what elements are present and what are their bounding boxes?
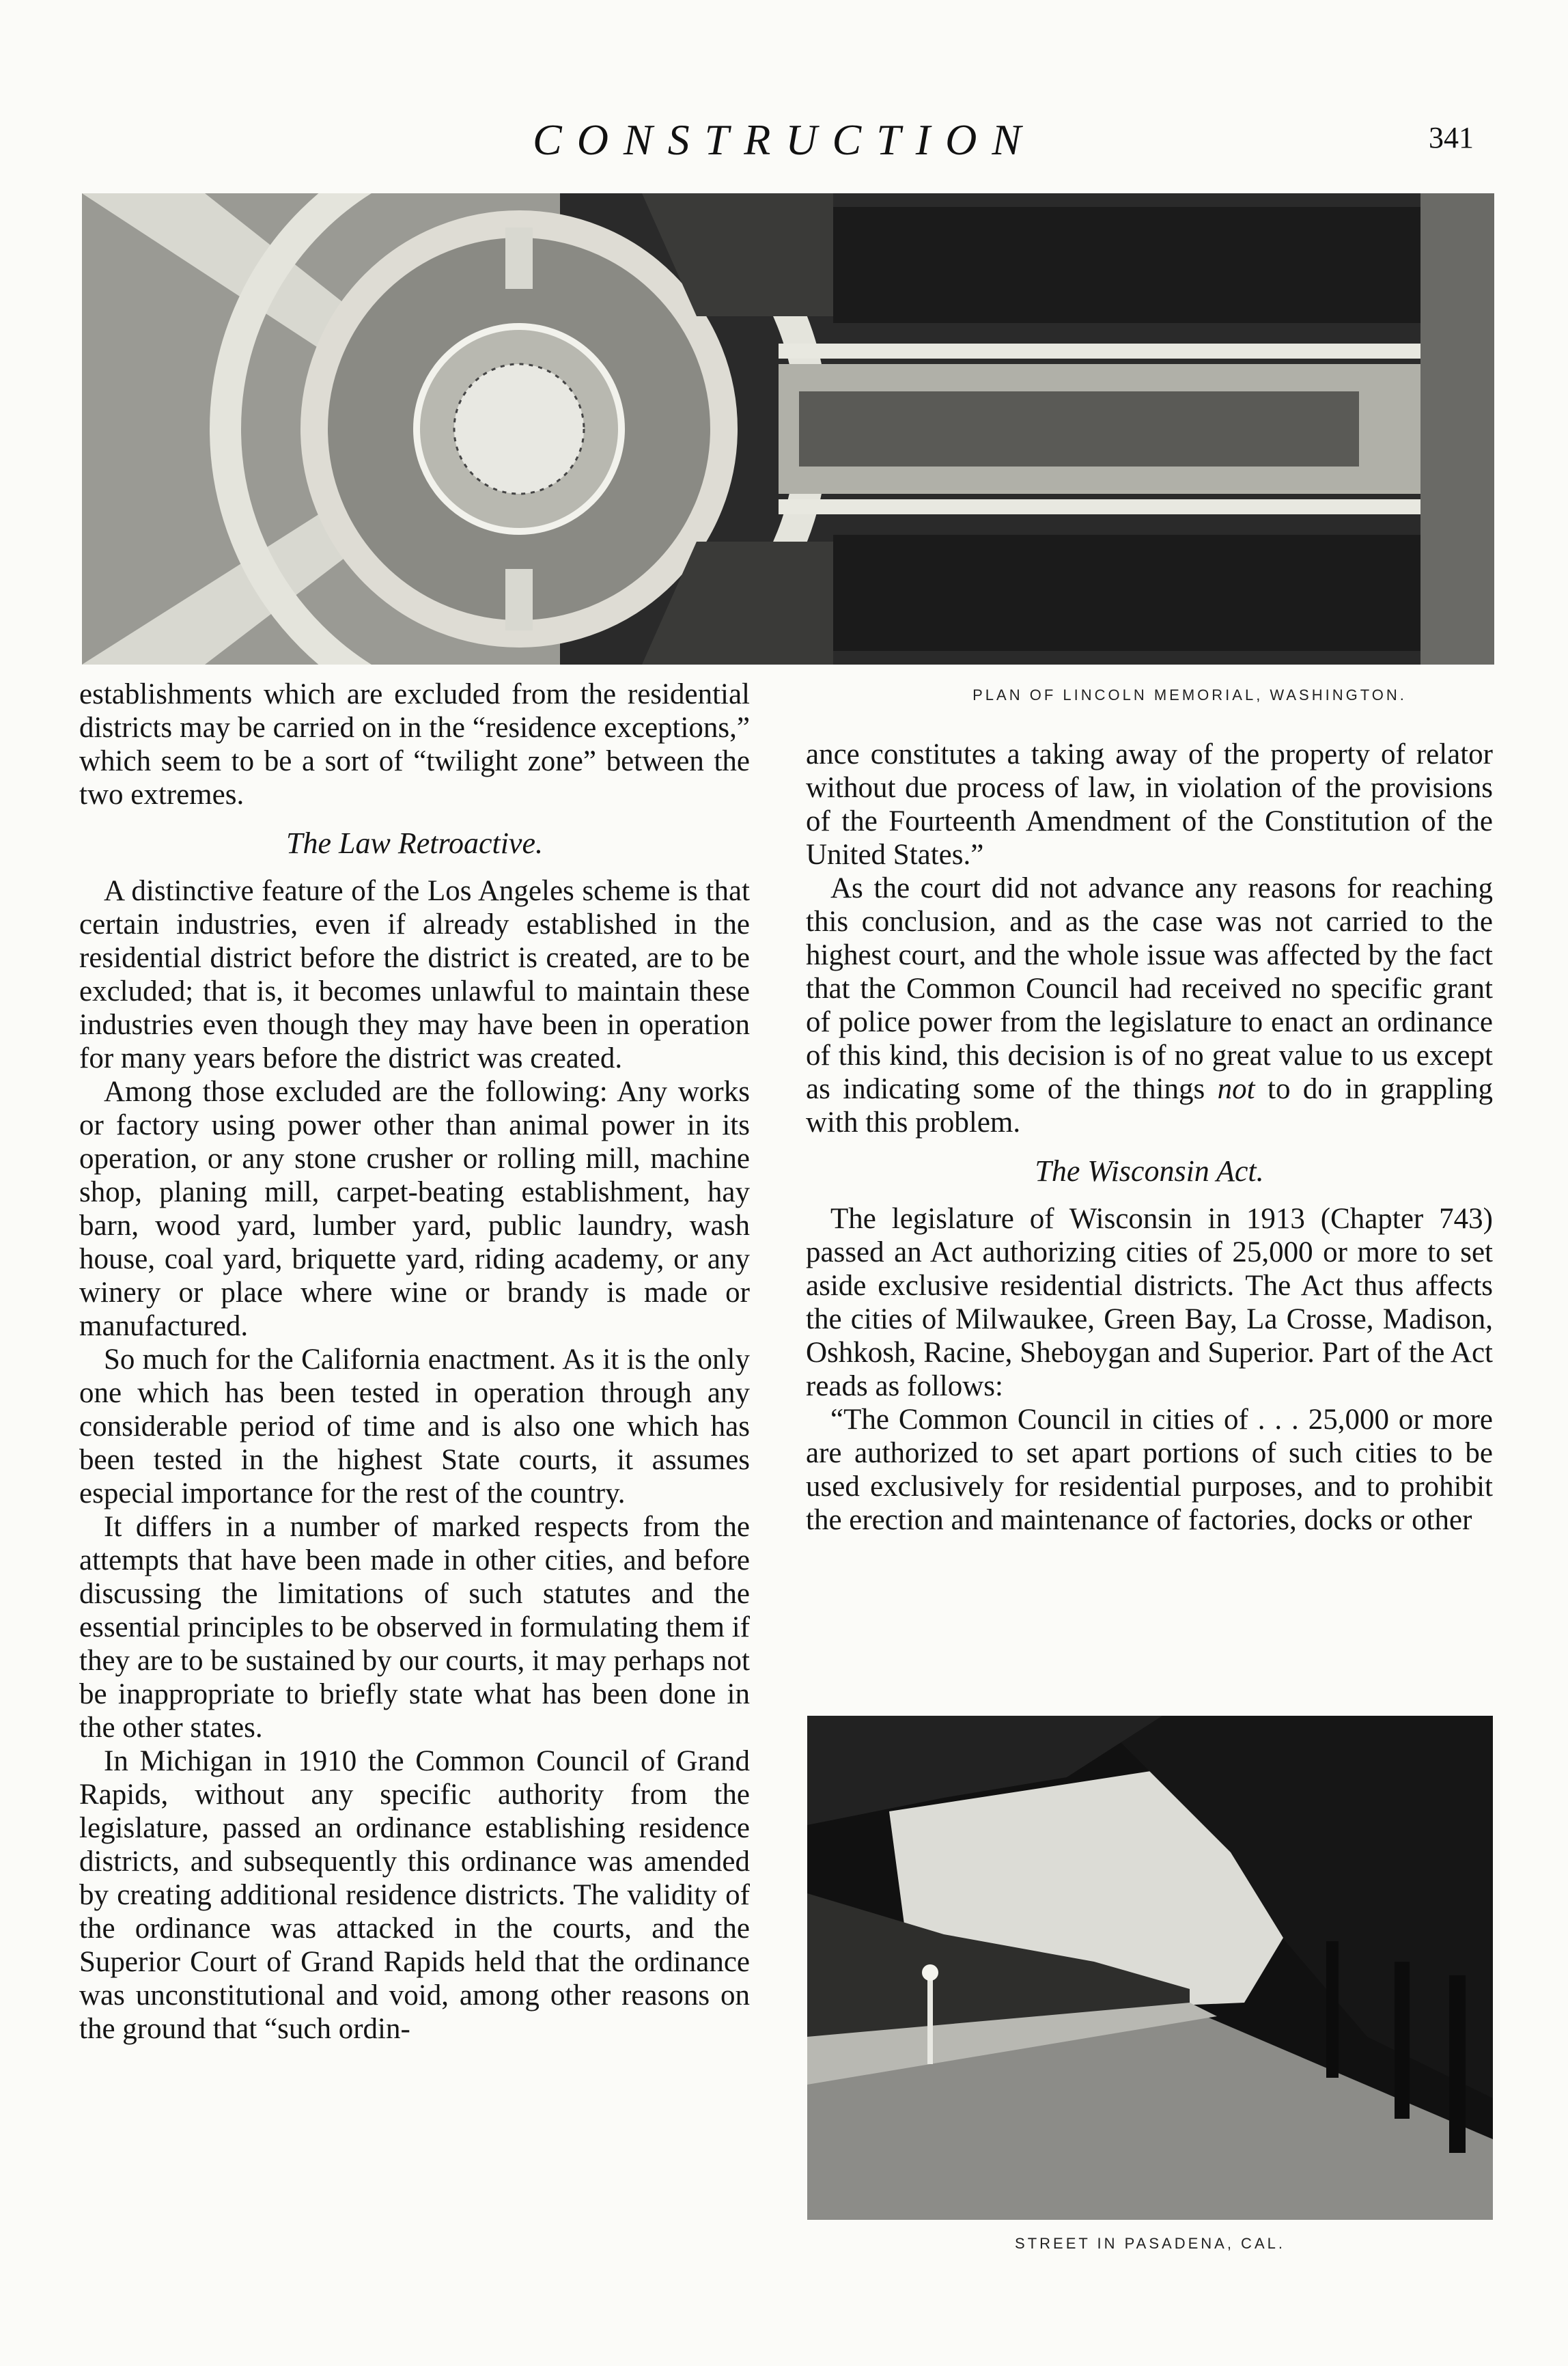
right-paragraph-2-emphasis: not — [1217, 1073, 1255, 1105]
right-paragraph-2-part-b: to do in grappling with this problem. — [806, 1073, 1494, 1139]
running-header-title: CONSTRUCTION — [533, 115, 1036, 164]
left-paragraph-6: In Michigan in 1910 the Common Council of Grand Rapids, without any specific authority from the legislature, passed an ordinance establishing residence districts, and subsequently this ordinance was amended by creating additional residence districts. The validity of the ordinance was attacked in the courts, and the Superior Court of Grand Rapids held that the ordinance was unconstitutional and void, among other reasons on the ground that “such ordin- — [79, 1745, 750, 2045]
right-paragraph-1: ance constitutes a taking away of the property of relator without due process of law, in violation of the provisions of the Fourteenth Amendment of the Constitution of the United States.” — [806, 738, 1493, 871]
left-paragraph-3: Among those excluded are the following: Any works or factory using power other than animal power in its operation, or any stone crusher or rolling mill, machine shop, planing mill, carpet-beating establishment, hay barn, wood yard, lumber yard, public laundry, wash house, coal yard, briquette yard, riding academy, or any winery or place where wine or brandy is made or manufactured. — [79, 1076, 750, 1342]
left-column — [79, 678, 750, 2046]
left-paragraph-4: So much for the California enactment. As it is the only one which has been tested in operation through any considerable period of time and is also one which has been tested in the highest State courts, it assumes especial importance for the rest of the country. — [79, 1344, 750, 1509]
right-paragraph-2 — [806, 872, 1493, 1139]
left-paragraph-5: It differs in a number of marked respects from the attempts that have been made in other cities, and before discussing the limitations of such statutes and the essential principles to be observed in formulating them if they are to be sustained by our courts, it may perhaps not be inappropriate to briefly state what has been done in the other states. — [79, 1511, 750, 1744]
left-paragraph-2: A distinctive feature of the Los Angeles scheme is that certain industries, even if already established in the residential district before the district is created, are to be excluded; that is, it becomes unlawful to maintain these industries even though they may have been in operation for many years before the district was created. — [79, 875, 750, 1074]
lincoln-memorial-plan-photo — [82, 193, 1494, 665]
page-number: 341 — [1429, 121, 1474, 154]
right-paragraph-3: The legislature of Wisconsin in 1913 (Chapter 743) passed an Act authorizing cities of 25,000 or more to set aside exclusive residential districts. The Act thus affects the cities of Milwaukee, Green Bay, La Crosse, Madison, Oshkosh, Racine, Sheboygan and Superior. Part of the Act reads as follows: — [806, 1203, 1493, 1402]
right-column — [806, 738, 1493, 1537]
section-heading-law-retroactive: The Law Retroactive. — [286, 826, 543, 860]
pasadena-street-photo — [807, 1716, 1493, 2220]
section-heading-wisconsin-act: The Wisconsin Act. — [1035, 1154, 1264, 1188]
bottom-image-caption: STREET IN PASADENA, CAL. — [1015, 2235, 1285, 2252]
right-paragraph-4: “The Common Council in cities of . . . 25,000 or more are authorized to set apart portions of such cities to be used exclusively for residential purposes, and to prohibit the erection and maintenance of factories, docks or other — [806, 1404, 1493, 1536]
top-image-caption: PLAN OF LINCOLN MEMORIAL, WASHINGTON. — [972, 686, 1407, 704]
left-paragraph-1: establishments which are excluded from the residential districts may be carried on in the “residence exceptions,” which seem to be a sort of “twilight zone” between the two extremes. — [79, 678, 750, 811]
right-paragraph-2-part-a: As the court did not advance any reasons for reaching this conclusion, and as the case was not carried to the highest court, and the whole issue was affected by the fact that the Common Council had received no specific grant of police power from the legislature to enact an ordinance of this kind, this decision is of no great value to us except as indicating some of the things — [806, 872, 1493, 1105]
